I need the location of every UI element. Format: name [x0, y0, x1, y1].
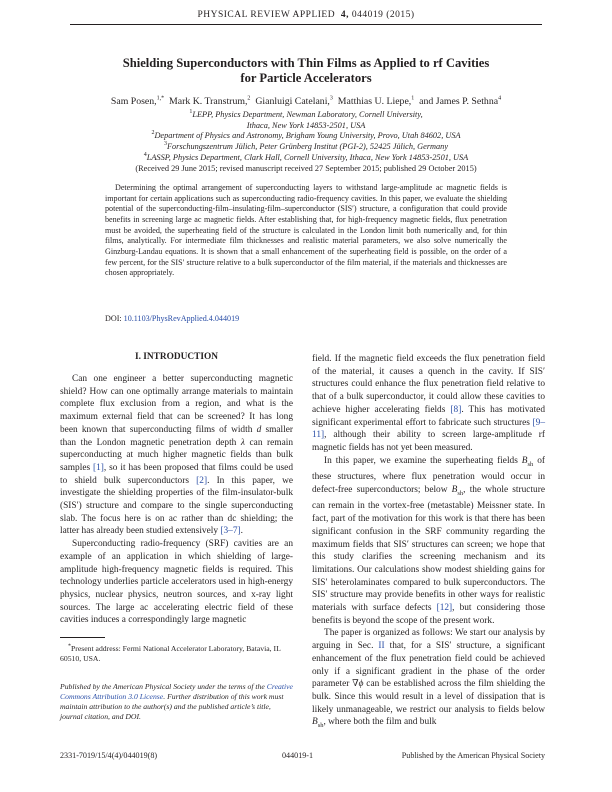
footer-issn: 2331-7019/15/4(4)/044019(8) [60, 751, 158, 760]
footer-publisher: Published by the American Physical Society [401, 751, 545, 760]
paper-title [70, 56, 542, 86]
journal-volume: 4, [340, 10, 349, 20]
doi [105, 314, 507, 323]
footnote-mark: * [68, 643, 71, 650]
author-name: Gianluigi Catelani, [255, 96, 330, 107]
intro-paragraph-1: Can one engineer a better superconducting magnetic shield? How can one optimally arrange materials to maintain complete flux exclusion from a region, and what is the maximum external field that can be screened? It has long been known that superconducting films of width d smaller than the London magnetic penetration depth λ can remain superconducting at much higher magnetic fields than bulk samples [1], so it has been proposed that films could be used to shield bulk superconductors [2]. In this paper, we investigate the shielding properties of the film-insulator-bulk (SIS′) structure and compare to the single superconducting slab. The focus here is on ac rather than dc shielding; the latter has already been studied extensively [3–7]. [60, 374, 293, 537]
abstract: Determining the optimal arrangement of superconducting layers to withstand large-amplitude ac magnetic fields is important for certain applications such as superconducting radio-frequency cavities. In this paper, we evaluate the shielding potential of the superconducting-film–insulating-film–superconductor (SIS′) structure, a configuration that could provide benefits in screening large ac magnetic fields. After establishing that, for high-frequency magnetic fields, flux penetration must be avoided, the superheating field of the structure is calculated in the London limit both numerically and, for thin films, analytically. For intermediate film thicknesses and realistic material parameters, we also solve numerically the Ginzburg-Landau equations. It is shown that a small enhancement of the superheating field is possible, on the order of a few percent, for the SIS′ structure relative to a bulk superconductor of the film material, if the materials and thicknesses are chosen appropriately. [105, 183, 507, 278]
publication-dates: (Received 29 June 2015; revised manuscript received 27 September 2015; published 29 October 2015) [135, 163, 477, 173]
footnote-rule [60, 637, 105, 638]
license-link[interactable]: Creative Commons Attribution 3.0 License [60, 682, 293, 701]
citation-link[interactable]: [2] [196, 475, 208, 486]
section-link[interactable]: II [378, 641, 385, 652]
intro-paragraph-2: Superconducting radio-frequency (SRF) cavities are an example of an application in which shielding of large-amplitude high-frequency magnetic fields is required. This technology underlies particle accelerators used in high-energy physics, nuclear physics, neutron sources, and x-ray light sources. The large ac accelerating electric field of these cavities induces a correspondingly large magnetic [60, 539, 293, 626]
header-rule [70, 24, 542, 25]
title-line-2: for Particle Accelerators [240, 71, 372, 85]
right-column [312, 353, 545, 733]
author-name: Mark K. Transtrum, [169, 96, 248, 107]
citation-link[interactable]: [3–7] [220, 526, 241, 537]
author-affil-mark: 3 [329, 95, 333, 102]
symbol-bsh: B [312, 717, 318, 728]
citation-link[interactable]: [1] [93, 462, 104, 473]
affiliation-1: $^1$LEPP, Physics Department, Newman Laboratory, Cornell University, [189, 109, 423, 119]
author-name: Sam Posen, [110, 96, 157, 107]
symbol-bsh: B [451, 484, 458, 495]
left-column [60, 373, 293, 627]
author-affil-mark: 2 [247, 95, 251, 102]
affiliations [60, 110, 552, 174]
doi-link[interactable]: 10.1103/PhysRevApplied.4.044019 [123, 314, 240, 323]
affiliation-1-cont: Ithaca, New York 14853-2501, USA [246, 120, 366, 130]
doi-label: DOI: [105, 314, 122, 323]
affiliation-2: $^2$Department of Physics and Astronomy, Brigham Young University, Provo, Utah 84602, USA [151, 130, 461, 141]
journal-issue-year: 044019 (2015) [351, 10, 415, 20]
footnote: *Present address: Fermi National Accelerator Laboratory, Batavia, IL 60510, USA. [60, 643, 281, 663]
journal-header [70, 10, 542, 20]
journal-name: PHYSICAL REVIEW APPLIED [197, 10, 336, 20]
author-affil-mark: 1,* [156, 95, 165, 102]
author-name: Matthias U. Liepe, [337, 96, 412, 107]
intro-paragraph-5: The paper is organized as follows: We start our analysis by arguing in Sec. II that, for a SIS′ structure, a significant enhancement of the flux penetration field could be achieved only if a significant gradient in the phase of the order parameter ∇ϕ can be established across the film shielding the bulk. Since this would result in a level of dissipation that is likely unmanageable, we restrict our analysis to fields below $B_{sh}$, where both the film and bulk [312, 628, 546, 730]
symbol-lambda: λ [240, 437, 245, 448]
title-line-1: Shielding Superconductors with Thin Films as Applied to rf Cavities [122, 56, 490, 70]
section-heading-introduction: I. INTRODUCTION [134, 352, 219, 362]
intro-paragraph-3: field. If the magnetic field exceeds the flux penetration field of the material, it causes a quench in the cavity. If SIS′ structures could enhance the flux penetration field relative to that of a bulk superconductor, it could allow these cavities to achieve higher accelerating fields [8]. This has motivated significant experimental effort to fabricate such structures [9–11], although their ability to screen large-amplitude rf magnetic fields has not yet been measured. [312, 354, 545, 453]
author-affil-mark: 1 [411, 95, 415, 102]
symbol-d: d [256, 424, 262, 435]
citation-link[interactable]: [8] [450, 404, 462, 415]
symbol-grad-phi: ∇ϕ [352, 679, 364, 690]
intro-paragraph-4: In this paper, we examine the superheating fields $B_{sh}$ of these structures, where flux penetration would occur in defect-free superconductors; below $B_{sh}$, the whole structure can remain in the vortex-free (metastable) Meissner state. In fact, part of the motivation for this work is that there has been significant confusion in the SRF community regarding the maximum fields that SIS′ structures can screen; we hope that this study clarifies the screening mechanism and its limitations. Our calculations show modest shielding gains for SIS′ heterolaminates compared to bulk superconductors. The SIS′ structure may provide benefits in other ways for realistic materials with surface defects [12], but considering those benefits is beyond the scope of the present work. [312, 455, 545, 626]
author-list [60, 96, 552, 108]
footer-page-number: 044019-1 [282, 751, 314, 760]
affiliation-4: $^4$LASSP, Physics Department, Clark Hall, Cornell University, Ithaca, New York 14853-2501, USA [143, 152, 469, 162]
citation-link[interactable]: [9–11] [312, 417, 545, 441]
affiliation-3: $^3$Forschungszentrum Jülich, Peter Grünberg Institut (PGI-2), 52425 Jülich, Germany [163, 141, 449, 152]
citation-link[interactable]: [12] [436, 603, 453, 614]
author-name: and James P. Sethna [419, 96, 499, 107]
author-affil-mark: 4 [498, 95, 502, 102]
symbol-bsh: B [521, 455, 528, 466]
license-notice: Published by the American Physical Society under the terms of the Creative Commons Attribution 3.0 License. Further distribution of this work must maintain attribution to the author(s) and the published article’s title, journal citation, and DOI. [60, 682, 293, 721]
